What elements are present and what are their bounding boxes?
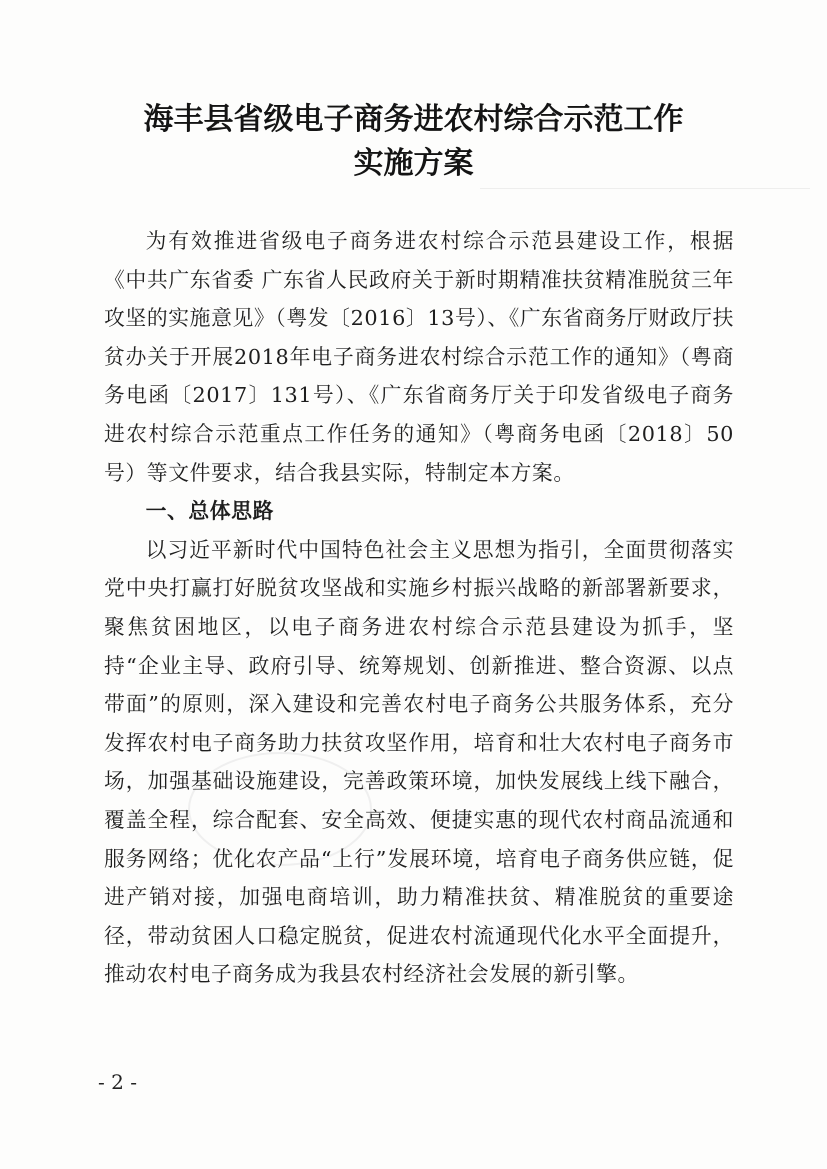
scan-shadow [480,188,810,189]
document-title-line-2: 实施方案 [353,146,474,181]
general-approach-paragraph: 以习近平新时代中国特色社会主义思想为指引，全面贯彻落实党中央打赢打好脱贫攻坚战和实施乡村振兴战略的新部署新要求，聚焦贫困地区，以电子商务进农村综合示范县建设为抓手，坚持“企业主导、政府引导、统筹规划、创新推进、整合资源、以点带面”的原则，深入建设和完善农村电子商务公共服务体系，充分发挥农村电子商务助力扶贫攻坚作用，培育和壮大农村电子商务市场，加强基础设施建设，完善政策环境，加快发展线上线下融合，覆盖全程，综合配套、安全高效、便捷实惠的现代农村商品流通和服务网络；优化农产品“上行”发展环境，培育电子商务供应链，促进产销对接，加强电商培训，助力精准扶贫、精准脱贫的重要途径，带动贫困人口稳定脱贫，促进农村流通现代化水平全面提升，推动农村电子商务成为我县农村经济社会发展的新引擎。 [104,537,734,987]
section-heading: 一、总体思路 [145,499,274,524]
intro-paragraph: 为有效推进省级电子商务进农村综合示范县建设工作，根据《中共广东省委 广东省人民政府关于新时期精准扶贫精准脱贫三年攻坚的实施意见》（粤发〔2016〕13号）、《广东省商务厅财政厅扶贫办关于开展2018年电子商务进农村综合示范工作的通知》（粤商务电函〔2017〕131号）、《广东省商务厅关于印发省级电子商务进农村综合示范重点工作任务的通知》（粤商务电函〔2018〕50号）等文件要求，结合我县实际，特制定本方案。 [104,229,734,485]
document-body [104,222,734,994]
page-number: - 2 - [98,1070,137,1094]
document-title-line-1: 海丰县省级电子商务进农村综合示范工作 [143,102,684,137]
